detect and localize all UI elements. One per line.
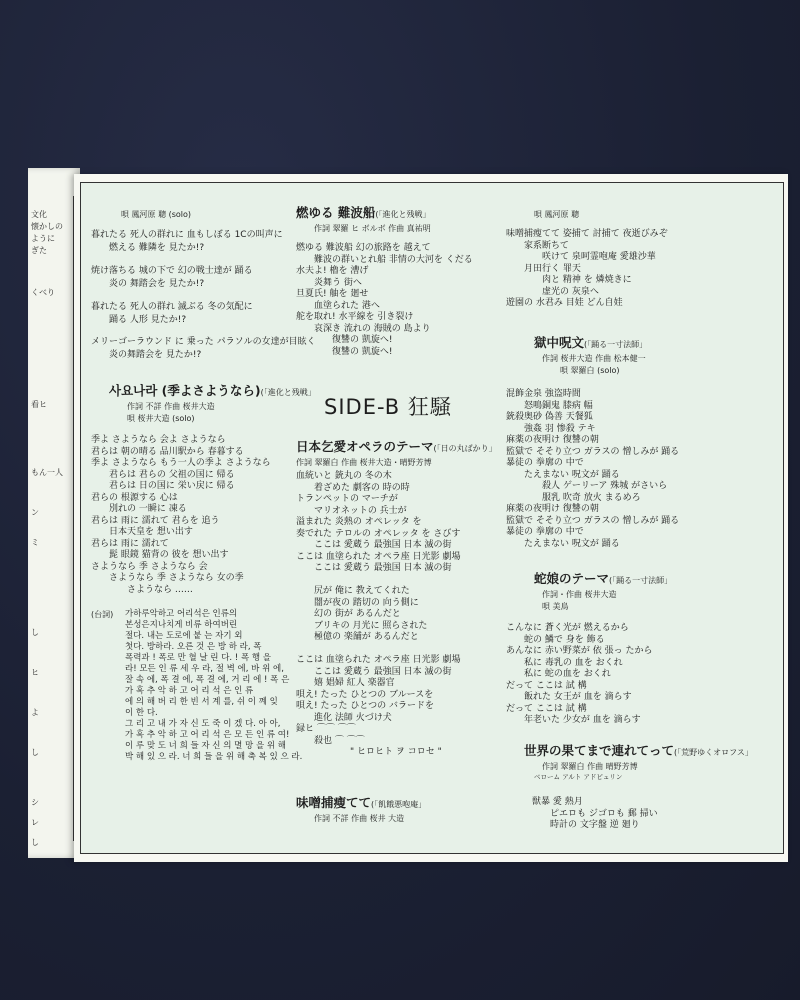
lyric-line: さようなら 季 さようなら 会 [91, 561, 208, 572]
lyric-line: ブリキの 月光に 照らされた [314, 620, 428, 631]
dialogue-line: 본성은지나치게 비류 하여버린 [125, 620, 238, 630]
left-page-fragment: ぎた [31, 246, 47, 255]
song-title-main: 日本乞愛オペラのテーマ [296, 439, 434, 454]
lyric-line: ピエロも ジゴロも 郵 掃い [550, 808, 658, 819]
side-b-heading [296, 393, 452, 421]
song-sayonara-lyrics [91, 435, 271, 596]
song-title-main: 味噌捕瘦てて [296, 795, 372, 810]
dialogue-line: 절다. 내는 도로에 붙 는 자기 외 [125, 631, 243, 641]
lyric-line: 時計の 文字盤 逆 廻り [550, 820, 640, 830]
dialogue-line: 첫다. 방하라. 오른 것 은 방 하 라, 폭 [125, 642, 262, 652]
left-page-fragment: レ [31, 818, 39, 827]
lyric-line: 殺人 ゲーリーア 殊城 がさいら [542, 481, 668, 491]
lyric-line: ここは 愛蔵う 最強国 日本 滅の街 [314, 540, 452, 550]
lyric-line: ここは 血塗られた オペラ座 日光影 劇場 [296, 655, 461, 665]
lyric-line: 年老いた 少女が 血を 滴らす [524, 715, 641, 725]
verse-block [91, 336, 316, 362]
ruby-line: ベローム アルト アドピュリン [534, 773, 623, 781]
lyric-line: 唄え! たった ひとつの ブルースを [296, 689, 434, 700]
dialogue-line: 폭력과 ! 폭로 만 혈 날 린 다. ! 폭 행 을 [125, 653, 271, 663]
song-miso-lyrics [506, 229, 668, 310]
song-title-main: 獄中呪文 [534, 335, 585, 350]
song-title-note: (「進化と残戦」 [260, 388, 316, 397]
lyric-line: こんなに 蒼く光が 燃えるから [506, 623, 629, 633]
lyric-line: 唄え! たった ひとつの バラードを [296, 701, 435, 711]
left-page-fragment: 懐かしの [31, 222, 63, 231]
lyric-line: 髭 眼鏡 猫背の 彼を 想い出す [109, 550, 229, 560]
song-title [296, 205, 431, 223]
lyric-line: 炎の舞踏会を 見たか!? [109, 350, 202, 360]
lyric-line: 月田行く 罪天 [524, 263, 581, 274]
lyric-line: ここは 愛蔵う 最強国 日本 滅の街 [314, 563, 452, 573]
vocal-credit: 唄 鳳河原 聰 (solo) [121, 210, 192, 219]
lyric-line: 銃殺奥砂 偽善 天餐狐 [506, 412, 593, 422]
lyric-line: トランペットの マーチが [296, 494, 398, 504]
verse-block [91, 265, 253, 291]
column-2 [296, 183, 518, 853]
lyric-line: 監獄で そそり立つ ガラスの 憎しみが 踊る [506, 446, 680, 457]
lyric-line: 君らは 雨に 濡れて [91, 538, 169, 549]
song-title-main: 世界の果てまで連れてって [524, 743, 675, 758]
lyric-line: 虚光の 灰泉へ [542, 286, 599, 297]
lyric-line: 闇が夜の 踏切の 向う側に [314, 597, 419, 608]
lyric-line: 麻薬の夜明け 復讐の朝 [506, 504, 599, 514]
column-3 [506, 183, 782, 853]
song-sekai-lyrics [506, 797, 658, 832]
song-credit: 作詞 桜井大造 作曲 松本健一 [542, 354, 646, 363]
song-credit: 作詞 不詳 作曲 桜井 大造 [314, 814, 405, 823]
lyric-line: 獣暴 愛 熱月 [532, 797, 583, 807]
col3-vocal [506, 209, 579, 221]
left-page-fragment: ヒ [31, 668, 39, 677]
lyric-line: 味噌捕瘦てて 姿捕て 討捕て 夜逝びみぞ [506, 229, 668, 239]
lyric-line: 燃える 難隣を 見たか!? [109, 243, 205, 253]
song-opera-lyrics [296, 471, 460, 759]
left-page-fragment: くべり [31, 288, 55, 297]
lyric-line: 録ヒ ⌒⌒ ⌒⌒ [296, 724, 356, 734]
col1-vocal [91, 209, 191, 221]
lyric-line: 奏でれた テロルの オペレッタ を さびす [296, 528, 461, 539]
song-title-note: (「日の丸ばかり」 [433, 444, 497, 453]
left-page-fragment: し [31, 748, 39, 757]
song-title [296, 795, 426, 813]
song-title [91, 383, 316, 401]
lyric-line: 蛇の 鱗で 身を 飾る [524, 634, 605, 645]
lyric-line: 家系断ちて [524, 240, 569, 251]
song-credit: 作詞 不詳 作曲 桜井大造 [127, 402, 215, 411]
dialogue-line: 이 루 맞 도 너 희 들 자 신 의 멸 망 을 위 해 [125, 741, 286, 751]
lyric-line: 尻が 俺に 教えてくれた [314, 586, 410, 596]
dialogue-line: 박 해 있 으 라. 너 희 들 을 위 해 축 복 있 으 라. [125, 752, 303, 762]
song-title-note: (「踊る一寸法師」 [584, 340, 648, 349]
dialogue-line: 잘 속 에, 폭 결 에, 폭 결 에, 거 리 에 ! 폭 은 [125, 675, 290, 685]
lyric-line: 麻薬の夜明け 復讐の朝 [506, 435, 599, 445]
left-page-fragment: 文化 [31, 210, 47, 219]
lyric-line: 踊る 人形 見たか!? [109, 315, 187, 325]
lyric-line: 強姦 羽 惨殺 テキ [524, 423, 596, 434]
left-page-fragment: し [31, 838, 39, 847]
lyric-line: 怒鳴銅鬼 膝病 幅 [524, 400, 593, 411]
dialogue-line: 가하루악하고 어리석은 인류의 [125, 609, 238, 619]
song-title-note: (「飢餓悪咆庵」 [371, 800, 427, 809]
verse-block [91, 301, 253, 327]
lyric-line: 血統いと 銃丸の 冬の木 [296, 471, 392, 481]
lyric-line: たえまない 呪文が 踊る [524, 469, 620, 480]
lyric-line: マリオネットの 兵士が [314, 505, 407, 516]
left-page-edge [28, 168, 80, 858]
left-page-fragment: シ [31, 798, 39, 807]
lyric-line: 監獄で そそり立つ ガラスの 憎しみが 踊る [506, 515, 680, 526]
lyric-line: 暮れたる 死人の群れ 滅ぶる 冬の気配に [91, 302, 253, 312]
lyric-line: 難波の群いとれ船 非情の大河を くだる [314, 254, 473, 265]
dialogue-line: 에 의 해 버 리 한 빈 서 계 를, 쉬 이 꼐 잊 [125, 697, 278, 707]
song-sayonara-header [91, 383, 316, 425]
lyric-line: 着ざめた 劇客の 時の時 [314, 482, 410, 493]
lyric-line: 溢まれた 炎熱の オペレッタ を [296, 517, 422, 527]
song-hebi-lyrics [506, 623, 652, 727]
song-miso-header [296, 795, 426, 825]
song-credit: 作詞 翠羅白 作曲 桜井大造・晴野芳博 [296, 458, 432, 467]
song-hebi-header [506, 571, 672, 613]
lyric-line: ここは 愛蔵う 最強国 日本 滅の街 [314, 666, 452, 677]
lyric-line: メリーゴーラウンド に 乗った パラソルの女達が目眩く [91, 337, 316, 347]
song-title-main: 蛇娘のテーマ [534, 571, 610, 586]
lyric-line: " ヒロヒト ヲ コロセ " [350, 747, 442, 757]
dialogue-line: 가 혹 추 악 하 고 어 리 석 은 인 류 [125, 686, 254, 696]
song-title-main: 사요나라 (季よさようなら) [109, 383, 261, 398]
song-gokuchu-header [506, 335, 647, 377]
lyric-line: 進化 法師 火づけ犬 [314, 712, 392, 723]
lyric-line: 服乳 吹奇 放火 まるめろ [542, 492, 641, 503]
lyric-line: 殺也 ⌒ ⌒⌒ [314, 735, 365, 746]
lyric-line: 復讐の 凱旋へ! [332, 346, 393, 357]
lyric-line: 君らは 君らの 父祖の国に 帰る [109, 469, 235, 480]
lyric-line: 焼け落ちる 城の下で 幻の戦士達が 踊る [91, 266, 253, 276]
lyric-line: 私に 毒乳の 血を おくれ [524, 657, 623, 668]
verse-block [91, 229, 283, 255]
lyric-line: 君らは 朝の晴る 品川駅から 春暮する [91, 446, 244, 457]
vocal-credit: 唄 鳳河原 聰 [534, 210, 580, 219]
left-page-fragment: 看ヒ [31, 400, 47, 409]
lyric-line: 暴徒の 拳廓の 中で [506, 527, 584, 537]
song-title [506, 335, 647, 353]
lyric-line: ここは 血塗られた オペラ座 日光影 劇場 [296, 551, 461, 562]
song-title [296, 439, 497, 457]
song-vocal: 唄 美鳥 [542, 602, 569, 611]
lyric-line: 極億の 楽舗が あるんだと [314, 632, 419, 642]
lyric-line: 君らの 根源する 心は [91, 492, 178, 503]
dialogue-line: 그 리 고 내 가 자 신 도 죽 이 겠 다. 아 아, [125, 719, 281, 729]
lyric-line: 君らは 雨に 濡れて 君らを 追う [91, 515, 220, 526]
lyric-line: 哀深き 流れの 海賊の 島より [314, 323, 431, 334]
song-credit: 作詞 翠羅 ヒ ボルボ 作曲 真祐明 [314, 224, 431, 233]
left-page-fragment: ように [31, 234, 55, 243]
lyric-line: 旦夏氏! 舳を 廻せ [296, 289, 369, 299]
dialogue-text [91, 609, 302, 763]
lyric-line: 君らは 日の国に 栄い戻に 帰る [109, 481, 235, 491]
lyric-line: 季よ さようなら 会よ さようなら [91, 435, 226, 445]
left-page-fragment: ン [31, 508, 39, 517]
song-title-main: 燃ゆる 難波船 [296, 205, 376, 220]
lyric-line: 舵を取れ! 水平線を 引き裂け [296, 312, 414, 322]
lyric-line: 復讐の 凱旋へ! [332, 335, 393, 345]
lyric-line: 血塗られた 港へ [314, 300, 380, 311]
song-sekai-header [506, 743, 753, 781]
song-vocal: 唄 翠羅白 (solo) [560, 366, 620, 375]
column-1 [91, 183, 316, 853]
dialogue-line: 가 혹 추 악 하 고 어 리 석 은 모 든 인 류 여! [125, 730, 290, 740]
left-page-fragment: もん一人 [31, 468, 63, 477]
song-opera-header [296, 439, 497, 469]
lyric-frame [80, 182, 784, 854]
song-nanpasen-lyrics [296, 243, 473, 358]
lyric-line: 日本天皇を 想い出す [109, 527, 193, 537]
left-page-fragment: ミ [31, 538, 39, 547]
lyric-line: 遊園の 水君み 目娃 どん自娃 [506, 298, 623, 308]
song-vocal: 唄 桜井大造 (solo) [127, 414, 195, 423]
lyric-line: 炎の 舞踏会を 見たか!? [109, 279, 205, 289]
song-title [506, 743, 753, 761]
left-page-fragment: よ [31, 708, 39, 717]
left-page-fragment: し [31, 628, 39, 637]
lyric-line: 別れの 一瞬に 凍る [109, 504, 187, 514]
lyric-line: たえまない 呪文が 踊る [524, 538, 620, 549]
lyric-line: 肉と 精神 を 燐焼きに [542, 275, 632, 285]
lyric-line [296, 644, 460, 656]
song-title-note: (「踊る一寸法師」 [609, 576, 673, 585]
lyric-line: 私に 蛇の血を おくれ [524, 669, 611, 679]
dialogue-line: 라! 모든 인 류 세 우 라, 절 벽 에, 바 위 에, [125, 664, 284, 674]
song-gokuchu-lyrics [506, 389, 679, 550]
song-title-note: (「荒野ゆくオロフス」 [674, 748, 753, 757]
korean-dialogue [91, 609, 302, 763]
song-credit: 作詞・作曲 桜井大造 [542, 590, 617, 599]
dialogue-label: (台詞) [91, 610, 114, 619]
lyric-line: 暮れたる 死人の群れに 血もしぼる 1Cの叫声に [91, 230, 283, 240]
lyric-line: さようなら …… [127, 584, 193, 595]
lyric-line: 飯れた 女王が 血を 滴らす [524, 692, 632, 702]
lyric-line: 混飾金泉 強盗時間 [506, 389, 581, 399]
lyric-line: 季よ さようなら もう一人の季よ さようなら [91, 458, 271, 468]
lyric-line: だって ここは 試 構 [506, 680, 587, 691]
lyric-line: 燃ゆる 難波船 幻の旅路を 越えて [296, 243, 431, 253]
lyric-line: 幻の 街が あるんだと [314, 609, 401, 619]
lyric-line: あんなに 赤い野菜が 依 張っ たから [506, 646, 653, 656]
lyric-line: 咲けて 泉呵霊咆庵 愛雄沙華 [542, 252, 656, 262]
lyric-line: 水夫よ! 櫓を 漕げ [296, 266, 369, 276]
song-credit: 作詞 翠羅白 作曲 晴野芳博 [542, 762, 638, 771]
lyric-line: さようなら 季 さようなら 女の季 [109, 573, 244, 583]
lyric-line: 炎舞う 街へ [314, 277, 362, 288]
side-b-label: SIDE-B 狂騒 [324, 395, 452, 419]
song-title-note: (「進化と残戦」 [375, 210, 431, 219]
song-nanpasen-header [296, 205, 431, 235]
dialogue-line: 이 한 다. [125, 708, 158, 718]
lyric-line: 暴徒の 拳廓の 中で [506, 458, 584, 468]
lyric-line: 嬉 娼婦 紅人 楽器官 [314, 678, 395, 688]
lyric-line: だって ここは 試 構 [506, 703, 587, 714]
lyric-line [296, 575, 460, 587]
song-title [506, 571, 672, 589]
